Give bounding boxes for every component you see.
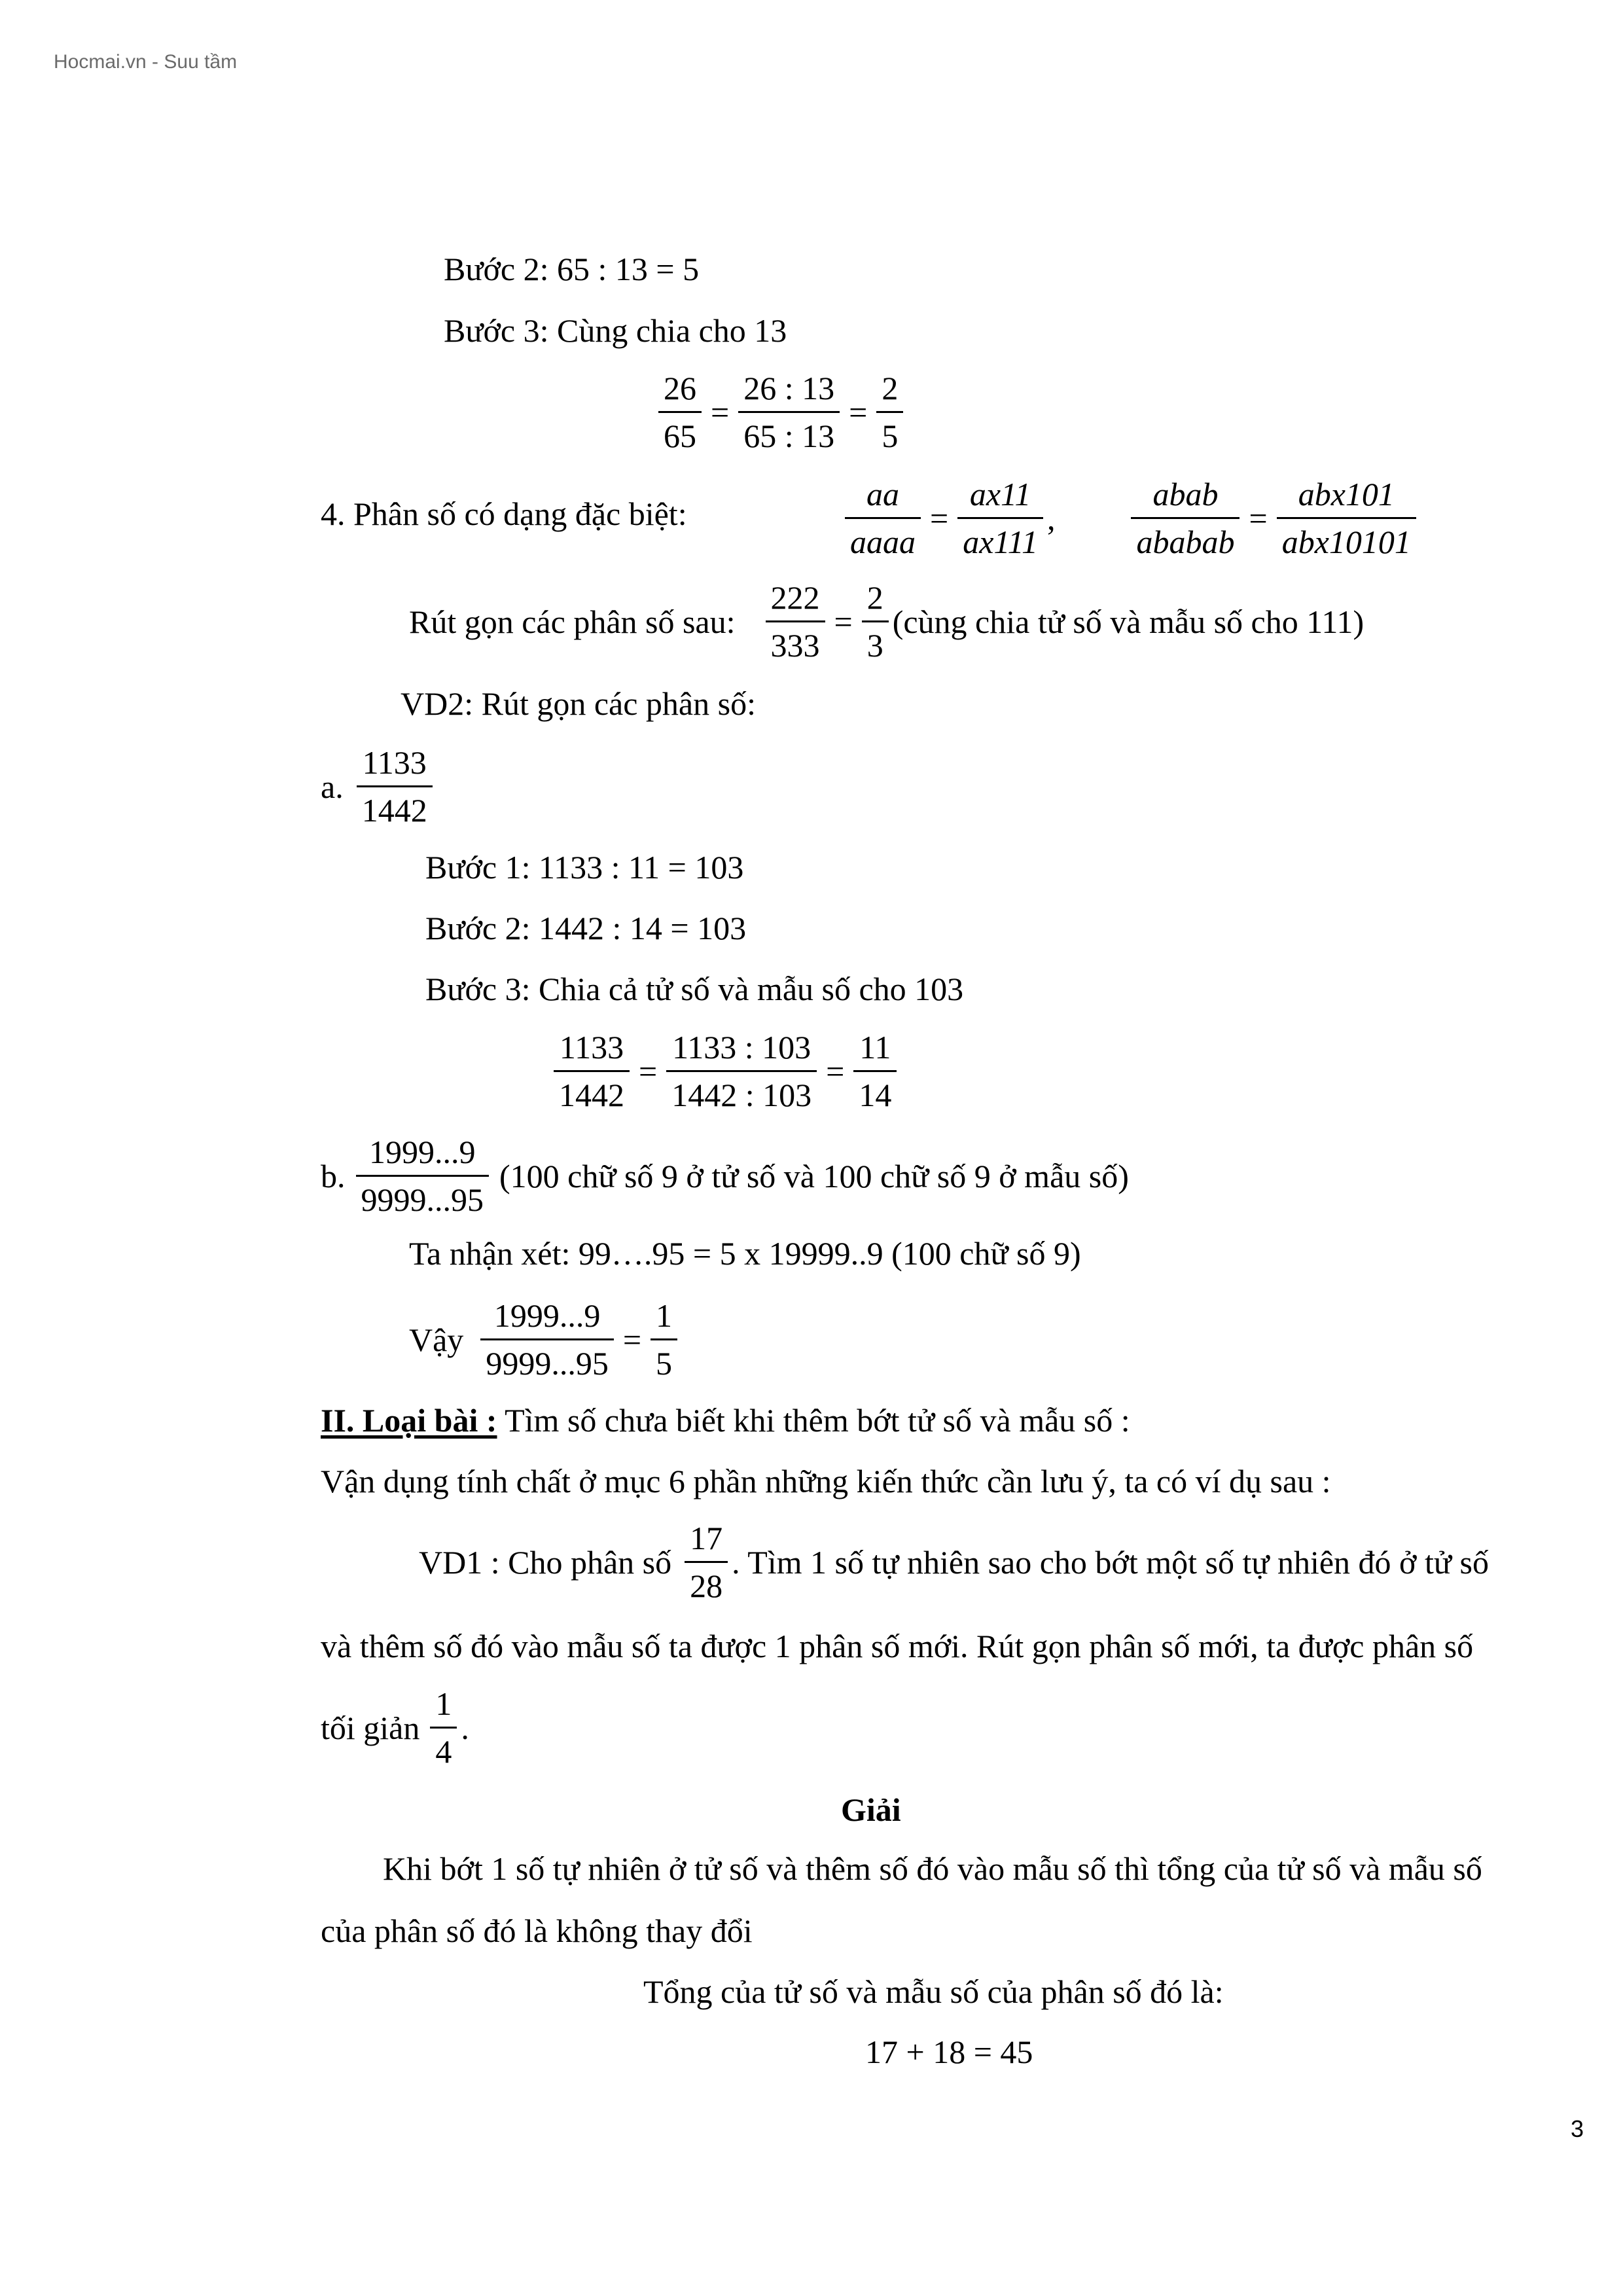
section-2-heading: II. Loại bài : Tìm số chưa biết khi thêm bớt tử số và mẫu số : — [321, 1402, 1130, 1439]
part-a-step3: Bước 3: Chia cả tử số và mẫu số cho 103 — [425, 971, 964, 1007]
fraction: $\frac{1}{4}$ — [430, 1687, 457, 1768]
solution-heading: Giải — [841, 1791, 901, 1828]
equals-sign: = — [1249, 499, 1268, 537]
fraction: $\frac{1999...9}{9999...95}$ — [356, 1136, 490, 1216]
comma: , — [1046, 499, 1056, 537]
equals-sign: = — [622, 1321, 642, 1358]
part-a-step2: Bước 2: 1442 : 14 = 103 — [425, 910, 747, 946]
fraction: $\frac{26}{65}$ — [658, 372, 702, 452]
fraction: $\frac{\text{abab}}{\text{ababab}}$ — [1131, 478, 1240, 558]
vd1-line3: tối giản $\frac{1}{4}$ . — [321, 1685, 469, 1770]
step3-text: Bước 3: Cùng chia cho 13 — [444, 312, 787, 349]
vd2-heading: VD2: Rút gọn các phân số: — [401, 685, 756, 722]
fraction: $\frac{1}{5}$ — [651, 1299, 677, 1380]
equation-26-65 — [654, 372, 907, 452]
solution-line3: Tổng của tử số và mẫu số của phân số đó là: — [643, 1973, 1224, 2010]
reduce-example: Rút gọn các phân số sau: $\frac{222}{333}$ = $\frac{2}{3}$ (cùng chia tử số và mẫu số cho 111) — [409, 579, 1364, 664]
equation-1133-1442 — [550, 1031, 901, 1111]
fraction: $\frac{1133}{1442}$ — [554, 1031, 630, 1111]
page-number: 3 — [1571, 2115, 1584, 2142]
special-fraction-title: 4. Phân số có dạng đặc biệt: — [321, 495, 687, 532]
fraction: $\frac{11}{14}$ — [853, 1031, 897, 1111]
fraction: $\frac{222}{333}$ — [766, 581, 825, 662]
fraction: $\frac{aa}{\text{aaaa}}$ — [845, 478, 921, 558]
equals-sign: = — [834, 603, 853, 640]
fraction: $\frac{17}{28}$ — [685, 1522, 728, 1602]
fraction: $\frac{ax11}{ax111}$ — [957, 478, 1043, 558]
vd1-line1: VD1 : Cho phân số $\frac{17}{28}$ . Tìm 1 số tự nhiên sao cho bớt một số tự nhiên đó ở tử số — [419, 1520, 1489, 1604]
solution-line4: 17 + 18 = 45 — [865, 2034, 1033, 2070]
fraction: $\frac{26 : 13}{65 : 13}$ — [738, 372, 840, 452]
fraction: $\frac{1133}{1442}$ — [357, 746, 433, 827]
equals-sign: = — [849, 393, 868, 431]
equals-sign: = — [639, 1052, 658, 1090]
equals-sign: = — [826, 1052, 845, 1090]
part-b-conclusion: Vậy $\frac{1999...9}{9999...95}$ = $\frac{1}{5}$ — [409, 1299, 681, 1380]
source-header: Hocmai.vn - Suu tầm — [54, 51, 238, 73]
fraction: $\frac{2}{3}$ — [862, 581, 889, 662]
solution-line1: Khi bớt 1 số tự nhiên ở tử số và thêm số đó vào mẫu số thì tổng của tử số và mẫu số — [383, 1850, 1482, 1887]
step2-text: Bước 2: 65 : 13 = 5 — [444, 251, 700, 287]
apply-paragraph: Vận dụng tính chất ở mục 6 phần những kiến thức cần lưu ý, ta có ví dụ sau : — [321, 1463, 1331, 1499]
part-b-observation: Ta nhận xét: 99….95 = 5 x 19999..9 (100 chữ số 9) — [409, 1235, 1081, 1272]
special-fraction-equations — [841, 478, 1420, 558]
fraction: $\frac{1999...9}{9999...95}$ — [480, 1299, 614, 1380]
equals-sign: = — [930, 499, 949, 537]
part-a-step1: Bước 1: 1133 : 11 = 103 — [425, 849, 744, 886]
fraction: $\frac{1133 : 103}{1442 : 103}$ — [666, 1031, 817, 1111]
part-a: a. $\frac{1133}{1442}$ — [321, 746, 437, 827]
fraction: $\frac{2}{5}$ — [876, 372, 903, 452]
part-b: b. $\frac{1999...9}{9999...95}$ (100 chữ số 9 ở tử số và 100 chữ số 9 ở mẫu số) — [321, 1134, 1129, 1218]
equals-sign: = — [711, 393, 730, 431]
solution-line2: của phân số đó là không thay đổi — [321, 1912, 753, 1949]
fraction: $\frac{\text{abx101}}{\text{abx10101}}$ — [1277, 478, 1416, 558]
vd1-line2: và thêm số đó vào mẫu số ta được 1 phân số mới. Rút gọn phân số mới, ta được phân số — [321, 1628, 1474, 1664]
